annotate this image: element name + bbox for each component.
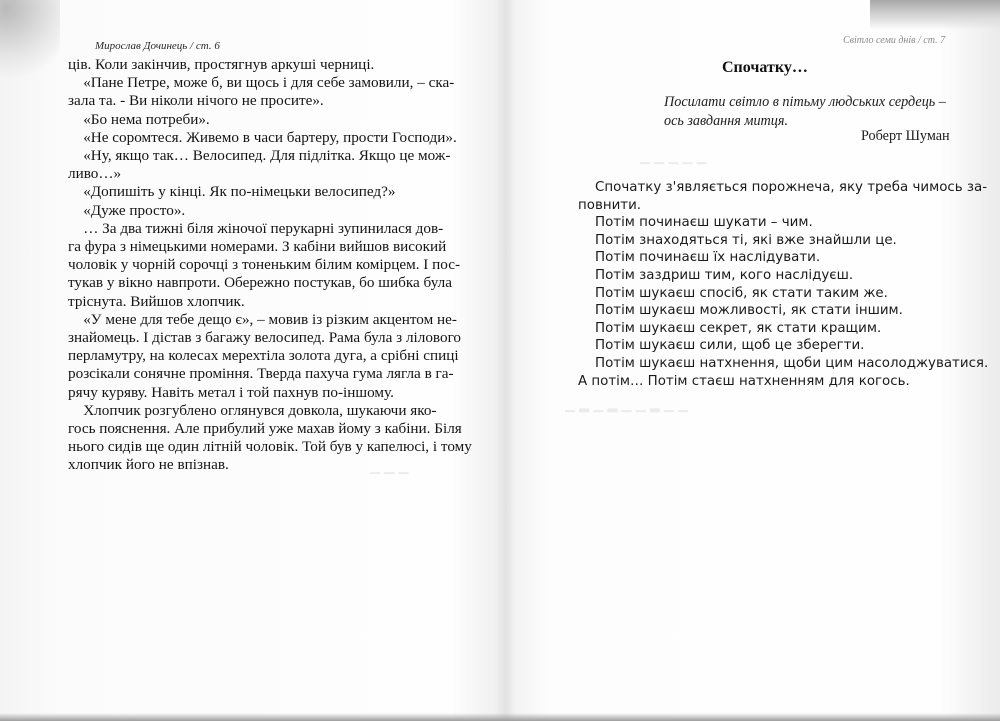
bleed-through-mark: ▁ ▁ ▁ ▁ ▁ <box>640 150 707 165</box>
text-line: Потім знаходяться ті, які вже знайшли це. <box>578 232 897 248</box>
scan-shadow-top-left <box>0 0 60 80</box>
text-line: знайомець. І дістав з багажу велосипед. Рама була з лілового <box>68 329 462 347</box>
book-gutter <box>496 0 516 721</box>
text-line: рячу куряву. Навіть метал і той пахнув по-іншому. <box>68 383 394 401</box>
text-line: Хлопчик розгублено оглянувся довкола, шукаючи яко- <box>68 401 437 419</box>
text-line: зала та. - Ви ніколи нічого не просите». <box>68 92 324 110</box>
text-line: повнити. <box>578 197 642 213</box>
right-page-body <box>578 179 989 390</box>
text-line: Потім шукаєш секрет, як стати кращим. <box>578 320 882 336</box>
text-line: тукав у вікно навпроти. Обережно постукав, бо шибка була <box>68 274 452 292</box>
text-line: «Ну, якщо так… Велосипед. Для підлітка. Якщо це мож- <box>68 147 451 165</box>
text-line: перламутру, на колесах мерехтіла золота дуга, а срібні спиці <box>68 347 459 365</box>
left-page-header: Мирослав Дочинець / ст. 6 <box>95 40 220 52</box>
text-line: гось пояснення. Але прибулий уже махав йому з кабіни. Біля <box>68 420 462 438</box>
text-line: «У мене для тебе дещо є», – мовив із різким акцентом не- <box>68 310 457 328</box>
text-line: чоловік у чорній сорочці з тоненьким білим комірцем. І пос- <box>68 256 461 274</box>
text-line: Потім шукаєш сили, щоб це зберегти. <box>578 338 865 354</box>
text-line: хлопчик його не впізнав. <box>68 456 229 474</box>
text-line: Потім починаєш шукати – чим. <box>578 215 813 231</box>
text-line: А потім… Потім стаєш натхненням для когось. <box>578 373 910 389</box>
text-line: Потім заздриш тим, кого наслідуєш. <box>578 267 854 283</box>
text-line: нього сидів ще один літній чоловік. Той був у капелюсі, і тому <box>68 438 472 456</box>
text-line: ців. Коли закінчив, простягнув аркуші черниці. <box>68 56 375 73</box>
text-line: «Бо нема потреби». <box>68 110 210 128</box>
text-line: розсікали сонячне проміння. Тверда пахуча гума лягла в га- <box>68 365 454 383</box>
text-line: Потім починаєш їх наслідувати. <box>578 250 821 266</box>
bleed-through-mark: ▁ ▂ ▁ ▂ ▁ ▁ ▂ ▁ ▁ <box>565 398 689 413</box>
text-line: «Допишіть у кінці. Як по-німецьки велосипед?» <box>68 183 396 201</box>
text-line: … За два тижні біля жіночої перукарні зупинилася дов- <box>68 219 444 237</box>
scan-shadow-top-right <box>870 0 1000 30</box>
left-page-body <box>68 56 472 475</box>
text-line: «Не соромтеся. Живемо в часи бартеру, прости Господи». <box>68 128 457 146</box>
text-line: ливо…» <box>68 165 122 183</box>
chapter-title: Спочатку… <box>722 59 808 76</box>
text-line: га фура з німецькими номерами. З кабіни вийшов високий <box>68 238 447 256</box>
bleed-through-mark: ▁ ▁ ▁ <box>370 460 409 475</box>
epigraph <box>664 93 964 130</box>
right-page-header: Світло семи днів / ст. 7 <box>843 35 946 46</box>
epigraph-line: ось завдання митця. <box>664 112 789 129</box>
text-line: Потім шукаєш спосіб, як стати таким же. <box>578 285 888 301</box>
text-line: Потім шукаєш натхнення, щоби цим насолоджуватися. <box>578 355 989 371</box>
text-line: «Пане Петре, може б, ви щось і для себе замовили, – ска- <box>68 74 455 92</box>
text-line: Потім шукаєш можливості, як стати іншим. <box>578 303 903 319</box>
scan-shadow-bottom <box>0 713 1000 721</box>
epigraph-line: Посилати світло в пітьму людських сердець – <box>664 94 946 110</box>
text-line: «Дуже просто». <box>68 201 186 219</box>
text-line: тріснута. Вийшов хлопчик. <box>68 292 245 310</box>
epigraph-author: Роберт Шуман <box>861 128 950 144</box>
text-line: Спочатку з'являється порожнеча, яку треба чимось за- <box>578 180 988 195</box>
